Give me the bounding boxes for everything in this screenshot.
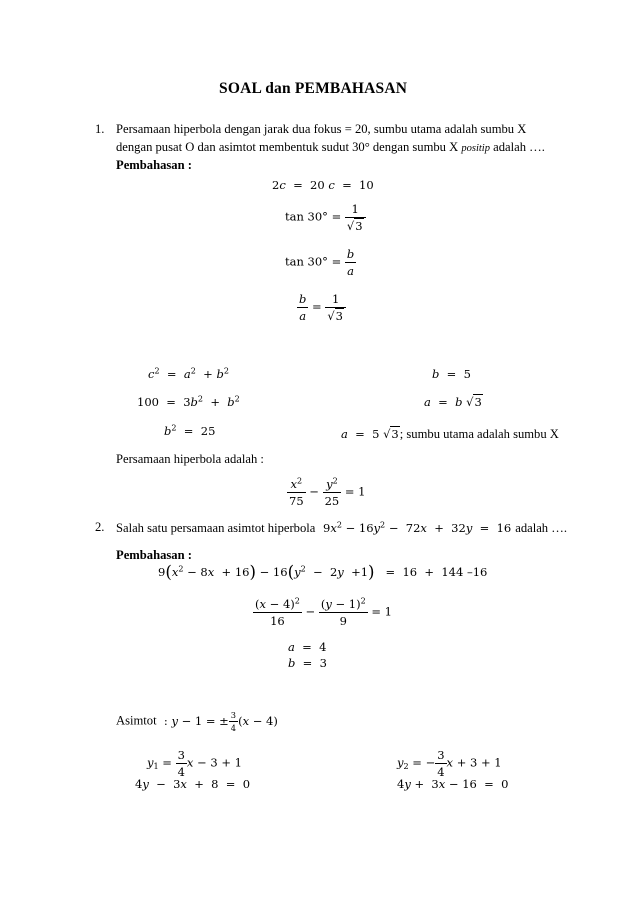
eq-b-equals-3: b = 3 <box>288 656 327 670</box>
eq-b-equals-5: b = 5 <box>432 367 471 381</box>
eq-a-equals-b-sqrt3: a = b √3 <box>424 395 482 409</box>
page-title: SOAL dan PEMBAHASAN <box>219 80 408 97</box>
problem-1-question-line-1: Persamaan hiperbola dengan jarak dua fokus = 20, sumbu utama adalah sumbu X <box>116 122 527 136</box>
problem-1-question-italic: positip <box>461 143 490 154</box>
problem-2-equation: $9x^2 - 16y^2 - 72x + 32y = 16$ <box>319 520 512 535</box>
eq-100: $100 = 3b^2 + b^2$ <box>137 394 240 409</box>
eq-a-equals-4: a = 4 <box>288 640 327 654</box>
eq-c-squared: $c^2 = a^2 + b^2$ <box>148 366 229 381</box>
eq-complete-square: $9(x^2 - 8x + 16) - 16(y^2 - 2y +1) = 16 + 144$ –16 <box>158 562 488 582</box>
eq-y2: $y_2$ = − $\frac{3}{4}$ x + 3 + 1 <box>397 748 502 779</box>
eq-tan30-b-over-a: tan 30° = $\frac{b}{a}$ <box>285 247 355 278</box>
eq-y1: $y_1$ = $\frac{3}{4}$ x − 3 + 1 <box>147 748 242 779</box>
problem-1-question-line-2b: adalah …. <box>493 140 545 154</box>
problem-1-number: 1. <box>95 122 105 136</box>
eq-standard-form: $\frac{(x - 4)^2}{16}$ − $\frac{(y - 1)^2}{9}$ = 1 <box>255 596 392 628</box>
problem-2-question-a: Salah satu persamaan asimtot hiperbola <box>116 521 316 535</box>
problem-1-solution-heading: Pembahasan : <box>116 158 192 172</box>
asimtot-label: Asimtot <box>116 713 157 728</box>
problem-2-question-b: adalah …. <box>515 521 567 535</box>
problem-2-question <box>116 519 567 537</box>
problem-1-question-line-2 <box>116 140 545 155</box>
eq-y1-result: 4y − 3x + 8 = 0 <box>135 777 251 791</box>
problem-2-solution-heading: Pembahasan : <box>116 548 192 562</box>
eq-focal-distance: 2c = 20 c = 10 <box>272 178 374 192</box>
problem-2-number: 2. <box>95 520 105 534</box>
problem-1-conclusion: Persamaan hiperbola adalah : <box>116 452 264 466</box>
eq-hyperbola-result: $\frac{x^2}{75}$ − $\frac{y^2}{25}$ = 1 <box>289 476 366 508</box>
eq-b-over-a: $\frac{b}{a}$ = $\frac{1}{√3}$ <box>297 292 346 323</box>
eq-y2-result: 4y + 3x − 16 = 0 <box>397 777 509 791</box>
problem-1-question-line-2a: dengan pusat O dan asimtot membentuk sudut 30° dengan sumbu X <box>116 140 459 154</box>
eq-a-equals-5sqrt3: a = 5 √3; sumbu utama adalah sumbu X <box>341 427 559 441</box>
eq-tan30-sqrt3: tan 30° = $\frac{1}{√3}$ <box>285 202 366 233</box>
eq-asimtot: Asimtot : y − 1 = ± $\frac{3}{4}$ (x − 4) <box>116 710 278 733</box>
eq-b-squared: $b^2 = 25$ <box>164 423 216 438</box>
sumbu-utama-note: ; sumbu utama adalah sumbu X <box>399 427 559 441</box>
